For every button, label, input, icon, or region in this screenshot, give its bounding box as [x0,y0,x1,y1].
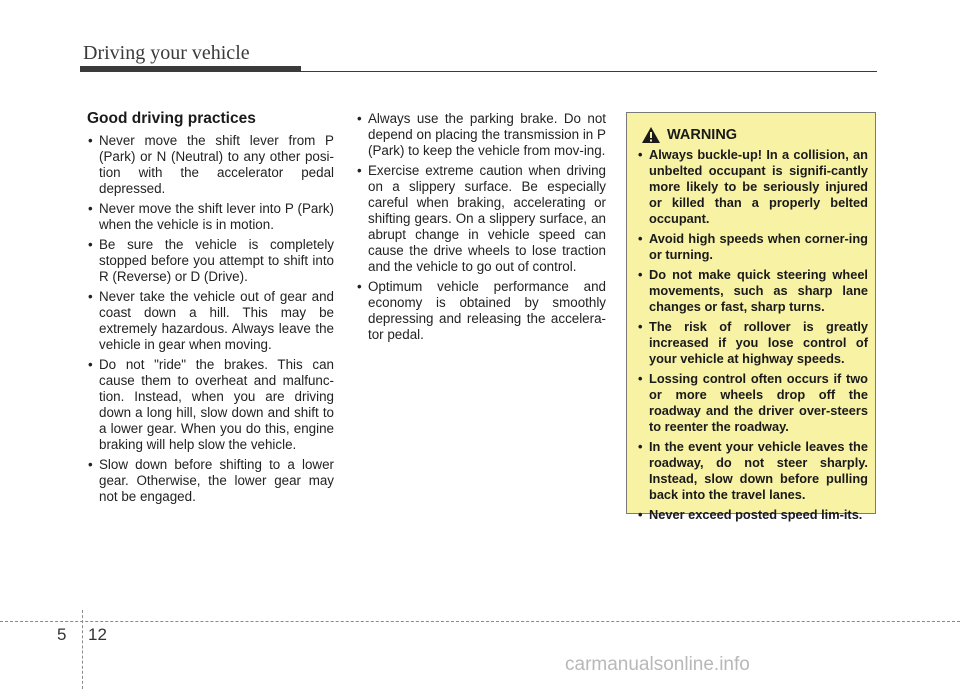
list-item: • Always use the parking brake. Do not depend on placing the transmission in P (Park) to keep the vehicle from mov-ing. [356,111,606,159]
warning-item: • Always buckle-up! In a collision, an unbelted occupant is signifi-cantly more likely to be seriously injured or killed than a properly belted occupant. [637,147,868,227]
warning-item: • In the event your vehicle leaves the roadway, do not steer sharply. Instead, slow down before pulling back into the travel lanes. [637,439,868,503]
warning-item: • Never exceed posted speed lim-its. [637,507,868,523]
driving-practices-list-continued [356,111,606,343]
watermark: carmanualsonline.info [565,654,750,675]
list-item: • Optimum vehicle performance and economy is obtained by smoothly depressing and releasing the accelera-tor pedal. [356,279,606,343]
warning-header [641,126,737,144]
footer-divider [82,610,83,689]
page-header-title: Driving your vehicle [83,42,250,64]
list-item: • Never move the shift lever into P (Park) when the vehicle is in motion. [87,201,334,233]
warning-list [637,147,868,527]
chapter-number: 5 [57,625,67,644]
warning-item: • The risk of rollover is greatly increased if you lose control of your vehicle at highway speeds. [637,319,868,367]
footer-rule [0,621,960,622]
page-number: 12 [88,625,107,644]
left-column [87,111,334,509]
section-heading: Good driving practices [87,110,256,127]
list-item: • Exercise extreme caution when driving on a slippery surface. Be especially careful when braking, accelerating or shifting gears. On a slippery surface, an abrupt change in vehicle speed can cause the drive wheels to lose traction and the vehicle to go out of control. [356,163,606,275]
middle-column [356,111,606,347]
warning-item: • Avoid high speeds when corner-ing or turning. [637,231,868,263]
warning-item: • Lossing control often occurs if two or more wheels drop off the roadway and the driver over-steers to reenter the roadway. [637,371,868,435]
warning-item: • Do not make quick steering wheel movements, such as sharp lane changes or fast, sharp turns. [637,267,868,315]
list-item: • Slow down before shifting to a lower gear. Otherwise, the lower gear may not be engaged. [87,457,334,505]
list-item: • Do not "ride" the brakes. This can cause them to overheat and malfunc-tion. Instead, when you are driving down a long hill, slow down and shift to a lower gear. When you do this, engine braking will help slow the vehicle. [87,357,334,453]
list-item: • Never take the vehicle out of gear and coast down a hill. This may be extremely hazardous. Always leave the vehicle in gear when moving. [87,289,334,353]
list-item: • Be sure the vehicle is completely stopped before you attempt to shift into R (Reverse) or D (Drive). [87,237,334,285]
driving-practices-list [87,133,334,505]
list-item: • Never move the shift lever from P (Park) or N (Neutral) to any other posi-tion with the accelerator pedal depressed. [87,133,334,197]
header-rule-thin [301,71,877,72]
warning-triangle-icon [641,126,661,144]
header-rule-thick [80,66,301,72]
warning-box [626,112,876,522]
warning-title: WARNING [667,127,738,143]
